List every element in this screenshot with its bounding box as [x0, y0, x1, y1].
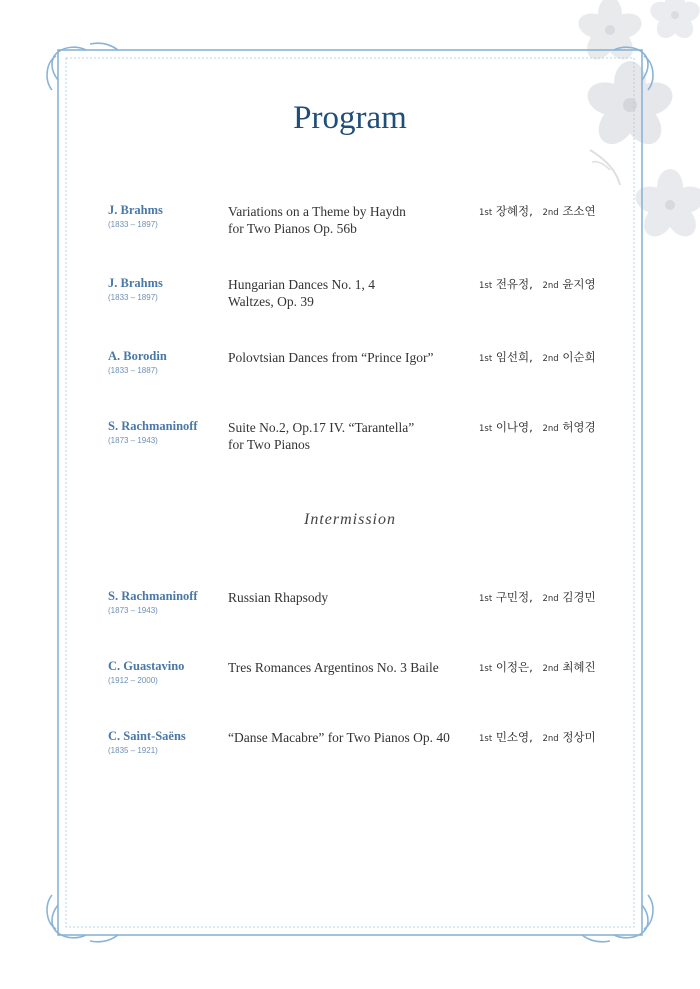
composer-name: S. Rachmaninoff	[108, 419, 198, 433]
first-pianist: 전유정,	[495, 277, 533, 291]
performers	[479, 589, 596, 608]
composer-block	[108, 276, 163, 304]
work-title-line1: Tres Romances Argentinos No. 3 Baile	[228, 660, 439, 675]
performers	[479, 203, 596, 222]
work-title	[228, 276, 375, 310]
composer-name: S. Rachmaninoff	[108, 589, 198, 603]
work-title-line2: for Two Pianos Op. 56b	[228, 221, 357, 236]
composer-years: (1873 – 1943)	[108, 606, 158, 615]
first-pianist: 구민정,	[495, 590, 533, 604]
second-pianist: 김경민	[562, 590, 596, 604]
work-title	[228, 419, 414, 453]
work-title	[228, 589, 328, 606]
second-pianist: 조소연	[562, 204, 596, 218]
composer-block	[108, 419, 198, 447]
composer-name: A. Borodin	[108, 349, 167, 363]
first-pianist: 이정은,	[495, 660, 533, 674]
composer-block	[108, 203, 163, 231]
work-title-line1: Variations on a Theme by Haydn	[228, 204, 406, 219]
second-pianist: 이순희	[562, 350, 596, 364]
second-piano-label: 2nd	[542, 424, 559, 434]
composer-years: (1833 – 1897)	[108, 220, 158, 229]
work-title-line1: Russian Rhapsody	[228, 590, 329, 605]
first-piano-label: 1st	[479, 594, 493, 604]
second-pianist: 정상미	[562, 730, 596, 744]
first-piano-label: 1st	[479, 281, 493, 291]
second-pianist: 윤지영	[562, 277, 596, 291]
first-piano-label: 1st	[479, 734, 493, 744]
second-pianist: 허영경	[562, 420, 596, 434]
work-title-line2: for Two Pianos	[228, 437, 311, 452]
first-piano-label: 1st	[479, 208, 493, 218]
performers	[479, 349, 596, 368]
work-title-line1: Hungarian Dances No. 1, 4	[228, 277, 375, 292]
first-piano-label: 1st	[479, 424, 493, 434]
composer-name: J. Brahms	[108, 203, 163, 217]
second-piano-label: 2nd	[542, 594, 559, 604]
composer-block	[108, 729, 186, 757]
intermission-heading: Intermission	[304, 511, 396, 528]
second-piano-label: 2nd	[542, 208, 559, 218]
first-pianist: 임선희,	[495, 350, 533, 364]
second-piano-label: 2nd	[542, 281, 559, 291]
first-pianist: 장혜정,	[495, 204, 533, 218]
work-title	[228, 203, 406, 237]
second-piano-label: 2nd	[542, 664, 559, 674]
page-title: Program	[293, 100, 407, 136]
first-piano-label: 1st	[479, 664, 493, 674]
second-piano-label: 2nd	[542, 354, 559, 364]
composer-name: C. Guastavino	[108, 659, 185, 673]
second-piano-label: 2nd	[542, 734, 559, 744]
composer-block	[108, 589, 198, 617]
composer-name: C. Saint-Saëns	[108, 729, 186, 743]
composer-block	[108, 659, 184, 687]
composer-years: (1835 – 1921)	[108, 746, 158, 755]
composer-years: (1833 – 1887)	[108, 366, 158, 375]
performers	[479, 276, 596, 295]
work-title-line2: Waltzes, Op. 39	[228, 294, 314, 309]
work-title	[228, 729, 450, 746]
first-pianist: 민소영,	[495, 730, 533, 744]
composer-years: (1833 – 1897)	[108, 293, 158, 302]
work-title	[228, 349, 433, 366]
composer-name: J. Brahms	[108, 276, 163, 290]
composer-years: (1873 – 1943)	[108, 436, 158, 445]
performers	[479, 659, 596, 678]
composer-block	[108, 349, 167, 377]
first-pianist: 이나영,	[495, 420, 533, 434]
second-pianist: 최혜진	[562, 660, 596, 674]
performers	[479, 419, 596, 438]
composer-years: (1912 – 2000)	[108, 676, 158, 685]
work-title	[228, 659, 439, 676]
first-piano-label: 1st	[479, 354, 493, 364]
work-title-line1: “Danse Macabre” for Two Pianos Op. 40	[228, 730, 450, 745]
work-title-line1: Suite No.2, Op.17 IV. “Tarantella”	[228, 420, 415, 435]
performers	[479, 729, 596, 748]
work-title-line1: Polovtsian Dances from “Prince Igor”	[228, 350, 434, 365]
